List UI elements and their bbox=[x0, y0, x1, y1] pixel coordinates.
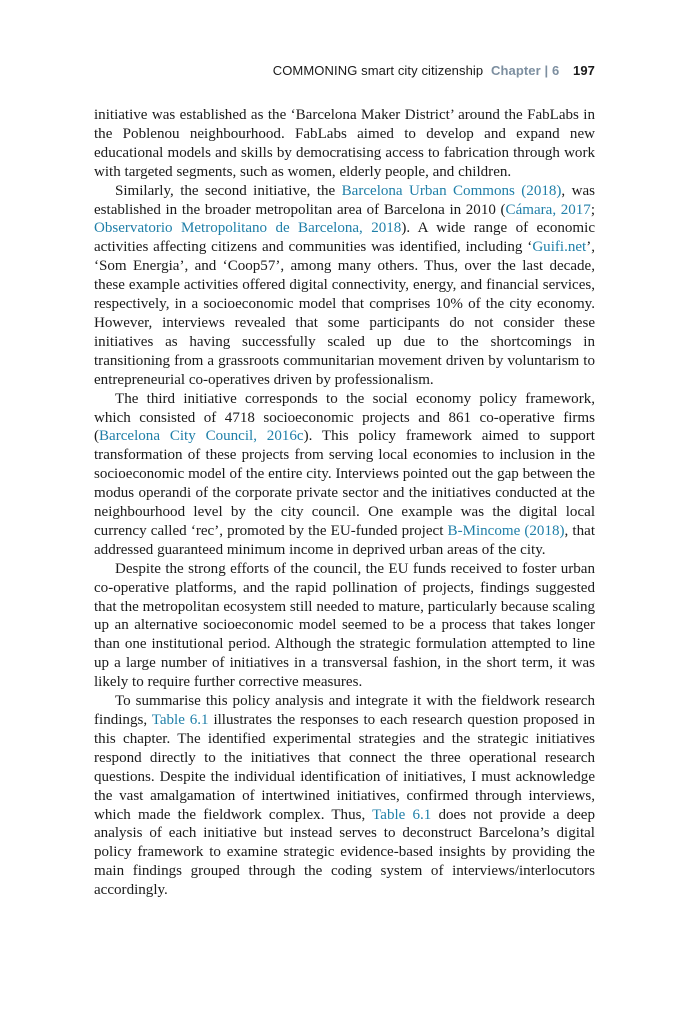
text-run: ’, ‘Som Energia’, and ‘Coop57’, among many others. Thus, over the last decade, these example activities offered digital connectivity, energy, and financial services, respectively, in a socioeconomic model that comprises 10% of the city economy. However, interviews revealed that some participants do not consider these initiatives as having successfully scaled up due to the shortcomings in transitioning from a grassroots communitarian movement driven by voluntarism to entrepreneurial co-operatives driven by professionalism. bbox=[94, 239, 595, 388]
text-run: does not provide a deep analysis of each initiative but instead serves to deconstruct Barcelona’s digital policy framework to examine strategic evidence-based insights by providing the main findings grouped through the coding system of interviews/interlocutors accordingly. bbox=[94, 806, 595, 899]
chapter-label: Chapter | 6 bbox=[490, 63, 560, 78]
citation-link[interactable]: Table 6.1 bbox=[151, 712, 209, 728]
text-run: To summarise this policy analysis and integrate it with the fieldwork research findings, bbox=[94, 693, 595, 728]
running-header bbox=[88, 63, 595, 78]
paragraph bbox=[94, 560, 595, 692]
text-run: illustrates the responses to each research question proposed in this chapter. The identified experimental strategies and the strategic initiatives respond directly to the initiatives that connect the three operational research questions. Despite the individual identification of initiatives, I must acknowledge the vast amalgamation of intertwined initiatives, confirmed through interviews, which made the fieldwork complex. Thus, bbox=[94, 712, 596, 823]
paragraph bbox=[94, 692, 595, 900]
citation-link[interactable]: B-Mincome (2018) bbox=[447, 522, 565, 539]
running-title: COMMONING smart city citizenship bbox=[272, 63, 484, 78]
citation-link[interactable]: Guifi.net bbox=[532, 239, 587, 256]
citation-link[interactable]: Barcelona Urban Commons (2018) bbox=[341, 182, 562, 199]
citation-link[interactable]: Table 6.1 bbox=[372, 806, 432, 823]
text-run: ; bbox=[590, 201, 595, 218]
body-text bbox=[94, 106, 595, 900]
paragraph bbox=[94, 390, 595, 560]
text-run: initiative was established as the ‘Barcelona Maker District’ around the FabLabs in the Poblenou neighbourhood. FabLabs aimed to develop and expand new educational models and skills by democratising access to fabrication through work with targeted segments, such as women, elderly people, and children. bbox=[94, 107, 595, 180]
citation-link[interactable]: Observatorio Metropolitano de Barcelona, 2018 bbox=[94, 220, 402, 237]
text-run: , was established in the broader metropolitan area of Barcelona in 2010 ( bbox=[94, 182, 595, 218]
text-run: The third initiative corresponds to the social economy policy framework, which consisted of 4718 socioeconomic projects and 861 co-operative firms ( bbox=[94, 390, 595, 445]
text-run: , that addressed guaranteed minimum income in deprived urban areas of the city. bbox=[94, 522, 595, 558]
text-run: ). A wide range of economic activities affecting citizens and communities was identified, including ‘ bbox=[94, 220, 595, 256]
text-run: Despite the strong efforts of the council, the EU funds received to foster urban co-operative platforms, and the rapid pollination of projects, findings suggested that the metropolitan ecosystem still needed to mature, particularly because scaling up an alternative socioeconomic model seemed to be a process that takes longer than one institutional period. Although the strategic formulation attempted to line up a large number of initiatives in a transversal fashion, in the short term, it was likely to require further corrective measures. bbox=[94, 560, 595, 691]
citation-link[interactable]: Barcelona City Council, 2016c bbox=[99, 428, 304, 445]
text-run: Similarly, the second initiative, the bbox=[115, 182, 342, 199]
text-run: ). This policy framework aimed to support transformation of these projects from serving local economies to inclusion in the socioeconomic model of the entire city. Interviews pointed out the gap between the modus operandi of the corporate private sector and the initiatives conducted at the neighbourhood level by the city council. One example was the digital local currency called ‘rec’, promoted by the EU-funded project bbox=[94, 428, 595, 539]
paragraph bbox=[94, 182, 595, 390]
paragraph bbox=[94, 106, 595, 182]
citation-link[interactable]: Cámara, 2017 bbox=[505, 201, 591, 218]
page-number: 197 bbox=[573, 63, 595, 78]
